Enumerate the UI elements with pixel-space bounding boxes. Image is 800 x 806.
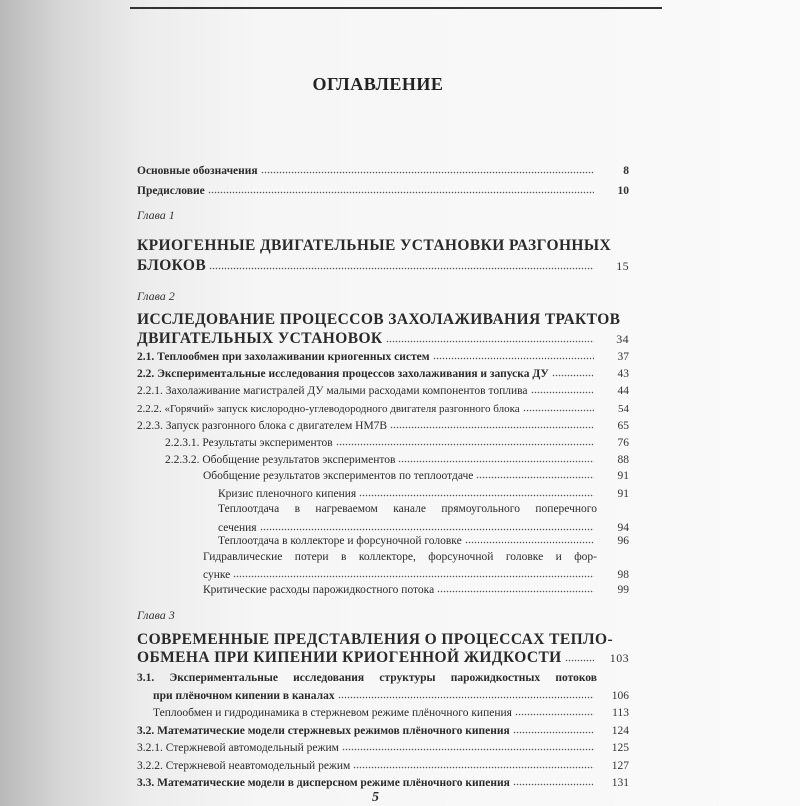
entry-text: БЛОКОВ [137, 257, 207, 274]
toc-entry-crisis[interactable] [218, 486, 629, 502]
toc-entry-2-2-3-1[interactable] [165, 435, 629, 451]
dot-leader [336, 438, 594, 446]
entry-text: 2.2. Экспериментальные исследования процессов захолаживания и запуска ДУ [137, 368, 549, 380]
page-title: ОГЛАВЛЕНИЕ [312, 74, 444, 94]
section-3-1-line1[interactable]: 3.1. Экспериментальные исследования структуры парожидкостных потоков [137, 672, 597, 684]
entry-text: Критические расходы парожидкостного потока [203, 584, 435, 596]
entry-text: ДВИГАТЕЛЬНЫХ УСТАНОВОК [137, 330, 383, 347]
entry-text: 2.1. Теплообмен при захолаживании криогенных систем [137, 351, 430, 363]
toc-entry-2-2-3[interactable] [137, 418, 629, 434]
chapter-2-title-line1[interactable] [137, 310, 629, 329]
entry-text: сунке [203, 569, 231, 581]
entry-text: 2.2.2. «Горячий» запуск кислородно-углеводородного двигателя разгонного блока [137, 403, 520, 415]
toc-entry-3-1[interactable] [153, 688, 629, 704]
entry-text: Кризис пленочного кипения [218, 488, 357, 500]
dot-leader [390, 421, 594, 429]
chapter-2-label: Глава 2 [137, 289, 175, 303]
entry-page: 127 [611, 760, 629, 772]
entry-text: Предисловие [137, 185, 205, 197]
toc-entry-3-2-1[interactable] [137, 740, 629, 756]
dot-leader [515, 708, 594, 716]
dot-leader [565, 654, 594, 662]
toc-entry-chapter-2[interactable] [137, 329, 629, 349]
chapter-3-title-line1[interactable]: СОВРЕМЕННЫЕ ПРЕДСТАВЛЕНИЯ О ПРОЦЕССАХ ТЕПЛО- [137, 631, 614, 648]
toc-entry-2-1[interactable] [137, 349, 629, 365]
entry-page: 96 [617, 535, 629, 547]
toc-entry-critical-flows[interactable] [203, 582, 629, 598]
dot-leader [465, 536, 594, 544]
entry-page: 106 [611, 690, 629, 702]
dot-leader [261, 166, 594, 174]
entry-text: 2.2.3.1. Результаты экспериментов [165, 437, 333, 449]
entry-page: 99 [617, 584, 629, 596]
dot-leader [208, 186, 594, 194]
toc-entry-collector[interactable] [218, 533, 629, 549]
toc-entry-chapter-1[interactable] [137, 256, 629, 276]
hydro-losses-line1[interactable]: Гидравлические потери в коллекторе, форсуночной головке и фор- [203, 551, 597, 563]
dot-leader [233, 570, 594, 578]
entry-text: сечения [218, 522, 257, 534]
entry-page: 98 [617, 569, 629, 581]
dot-leader [513, 778, 594, 786]
entry-text: 2.2.3. Запуск разгонного блока с двигателем НМ7В [137, 420, 388, 432]
entry-page: 10 [617, 185, 629, 197]
entry-page: 125 [611, 742, 629, 754]
toc-entry-3-3[interactable] [137, 775, 629, 791]
entry-page: 103 [609, 651, 629, 665]
entry-text: Основные обозначения [137, 165, 258, 177]
dot-leader [386, 335, 594, 343]
dot-leader [398, 455, 594, 463]
toc-entry-3-1-rod-mode[interactable] [153, 705, 629, 721]
dot-leader [531, 386, 594, 394]
entry-text: 3.2.2. Стержневой неавтомодельный режим [137, 760, 351, 772]
dot-leader [209, 262, 594, 270]
entry-text: 2.2.3.2. Обобщение результатов экспериментов [165, 454, 396, 466]
chapter-3-label: Глава 3 [137, 608, 175, 622]
toc-entry-hydro-losses[interactable] [203, 567, 629, 583]
dot-leader [476, 471, 594, 479]
chapter-1-label: Глава 1 [137, 208, 175, 222]
entry-page: 43 [617, 368, 629, 380]
entry-page: 8 [623, 165, 629, 177]
entry-text: Теплоотдача в коллекторе и форсуночной головке [218, 535, 462, 547]
dot-leader [523, 404, 594, 412]
entry-text: 2.2.1. Захолаживание магистралей ДУ малыми расходами компонентов топлива [137, 385, 528, 397]
entry-page: 94 [617, 522, 629, 534]
entry-page: 65 [617, 420, 629, 432]
toc-entry-preface[interactable] [137, 183, 629, 199]
toc-entry-notation[interactable] [137, 163, 629, 179]
dot-leader [552, 369, 594, 377]
page-number: 5 [372, 790, 379, 805]
entry-text: ИССЛЕДОВАНИЕ ПРОЦЕССОВ ЗАХОЛАЖИВАНИЯ ТРАКТОВ [137, 311, 621, 328]
toc-entry-2-2-2[interactable] [137, 401, 629, 417]
entry-page: 15 [616, 259, 629, 273]
entry-page: 34 [616, 332, 629, 346]
dot-leader [338, 691, 594, 699]
toc-entry-3-2[interactable] [137, 723, 629, 739]
entry-page: 113 [612, 707, 629, 719]
entry-text: при плёночном кипении в каналах [153, 690, 335, 702]
toc-entry-chapter-3[interactable] [137, 648, 629, 668]
toc-entry-3-2-2[interactable] [137, 758, 629, 774]
dot-leader [437, 585, 594, 593]
dot-leader [260, 523, 594, 531]
entry-page: 131 [611, 777, 629, 789]
dot-leader [513, 726, 594, 734]
entry-text: Обобщение результатов экспериментов по теплоотдаче [203, 470, 474, 482]
rect-channel-line1[interactable]: Теплоотдача в нагреваемом канале прямоугольного поперечного [218, 503, 597, 515]
entry-text: 3.2. Математические модели стержневых режимов плёночного кипения [137, 725, 510, 737]
entry-text: 3.3. Математические модели в дисперсном режиме плёночного кипения [137, 777, 510, 789]
dot-leader [342, 743, 594, 751]
entry-page: 88 [617, 454, 629, 466]
toc-entry-heat-transfer[interactable] [203, 468, 629, 484]
entry-page: 91 [617, 470, 629, 482]
top-rule [130, 7, 662, 9]
entry-page: 54 [618, 403, 629, 415]
entry-text: Теплообмен и гидродинамика в стержневом режиме плёночного кипения [153, 707, 512, 719]
entry-page: 124 [611, 725, 629, 737]
entry-page: 76 [617, 437, 629, 449]
entry-text: 3.2.1. Стержневой автомодельный режим [137, 742, 339, 754]
entry-page: 37 [617, 351, 629, 363]
entry-text: ОБМЕНА ПРИ КИПЕНИИ КРИОГЕННОЙ ЖИДКОСТИ [137, 649, 562, 666]
dot-leader [433, 352, 594, 360]
toc-entry-2-2-1[interactable] [137, 383, 629, 399]
entry-page: 91 [617, 488, 629, 500]
toc-entry-2-2-3-2[interactable] [165, 452, 629, 468]
dot-leader [353, 761, 594, 769]
entry-page: 44 [617, 385, 629, 397]
dot-leader [359, 489, 594, 497]
toc-entry-2-2[interactable] [137, 366, 629, 382]
chapter-1-title-line1[interactable]: КРИОГЕННЫЕ ДВИГАТЕЛЬНЫЕ УСТАНОВКИ РАЗГОННЫХ [137, 237, 612, 254]
